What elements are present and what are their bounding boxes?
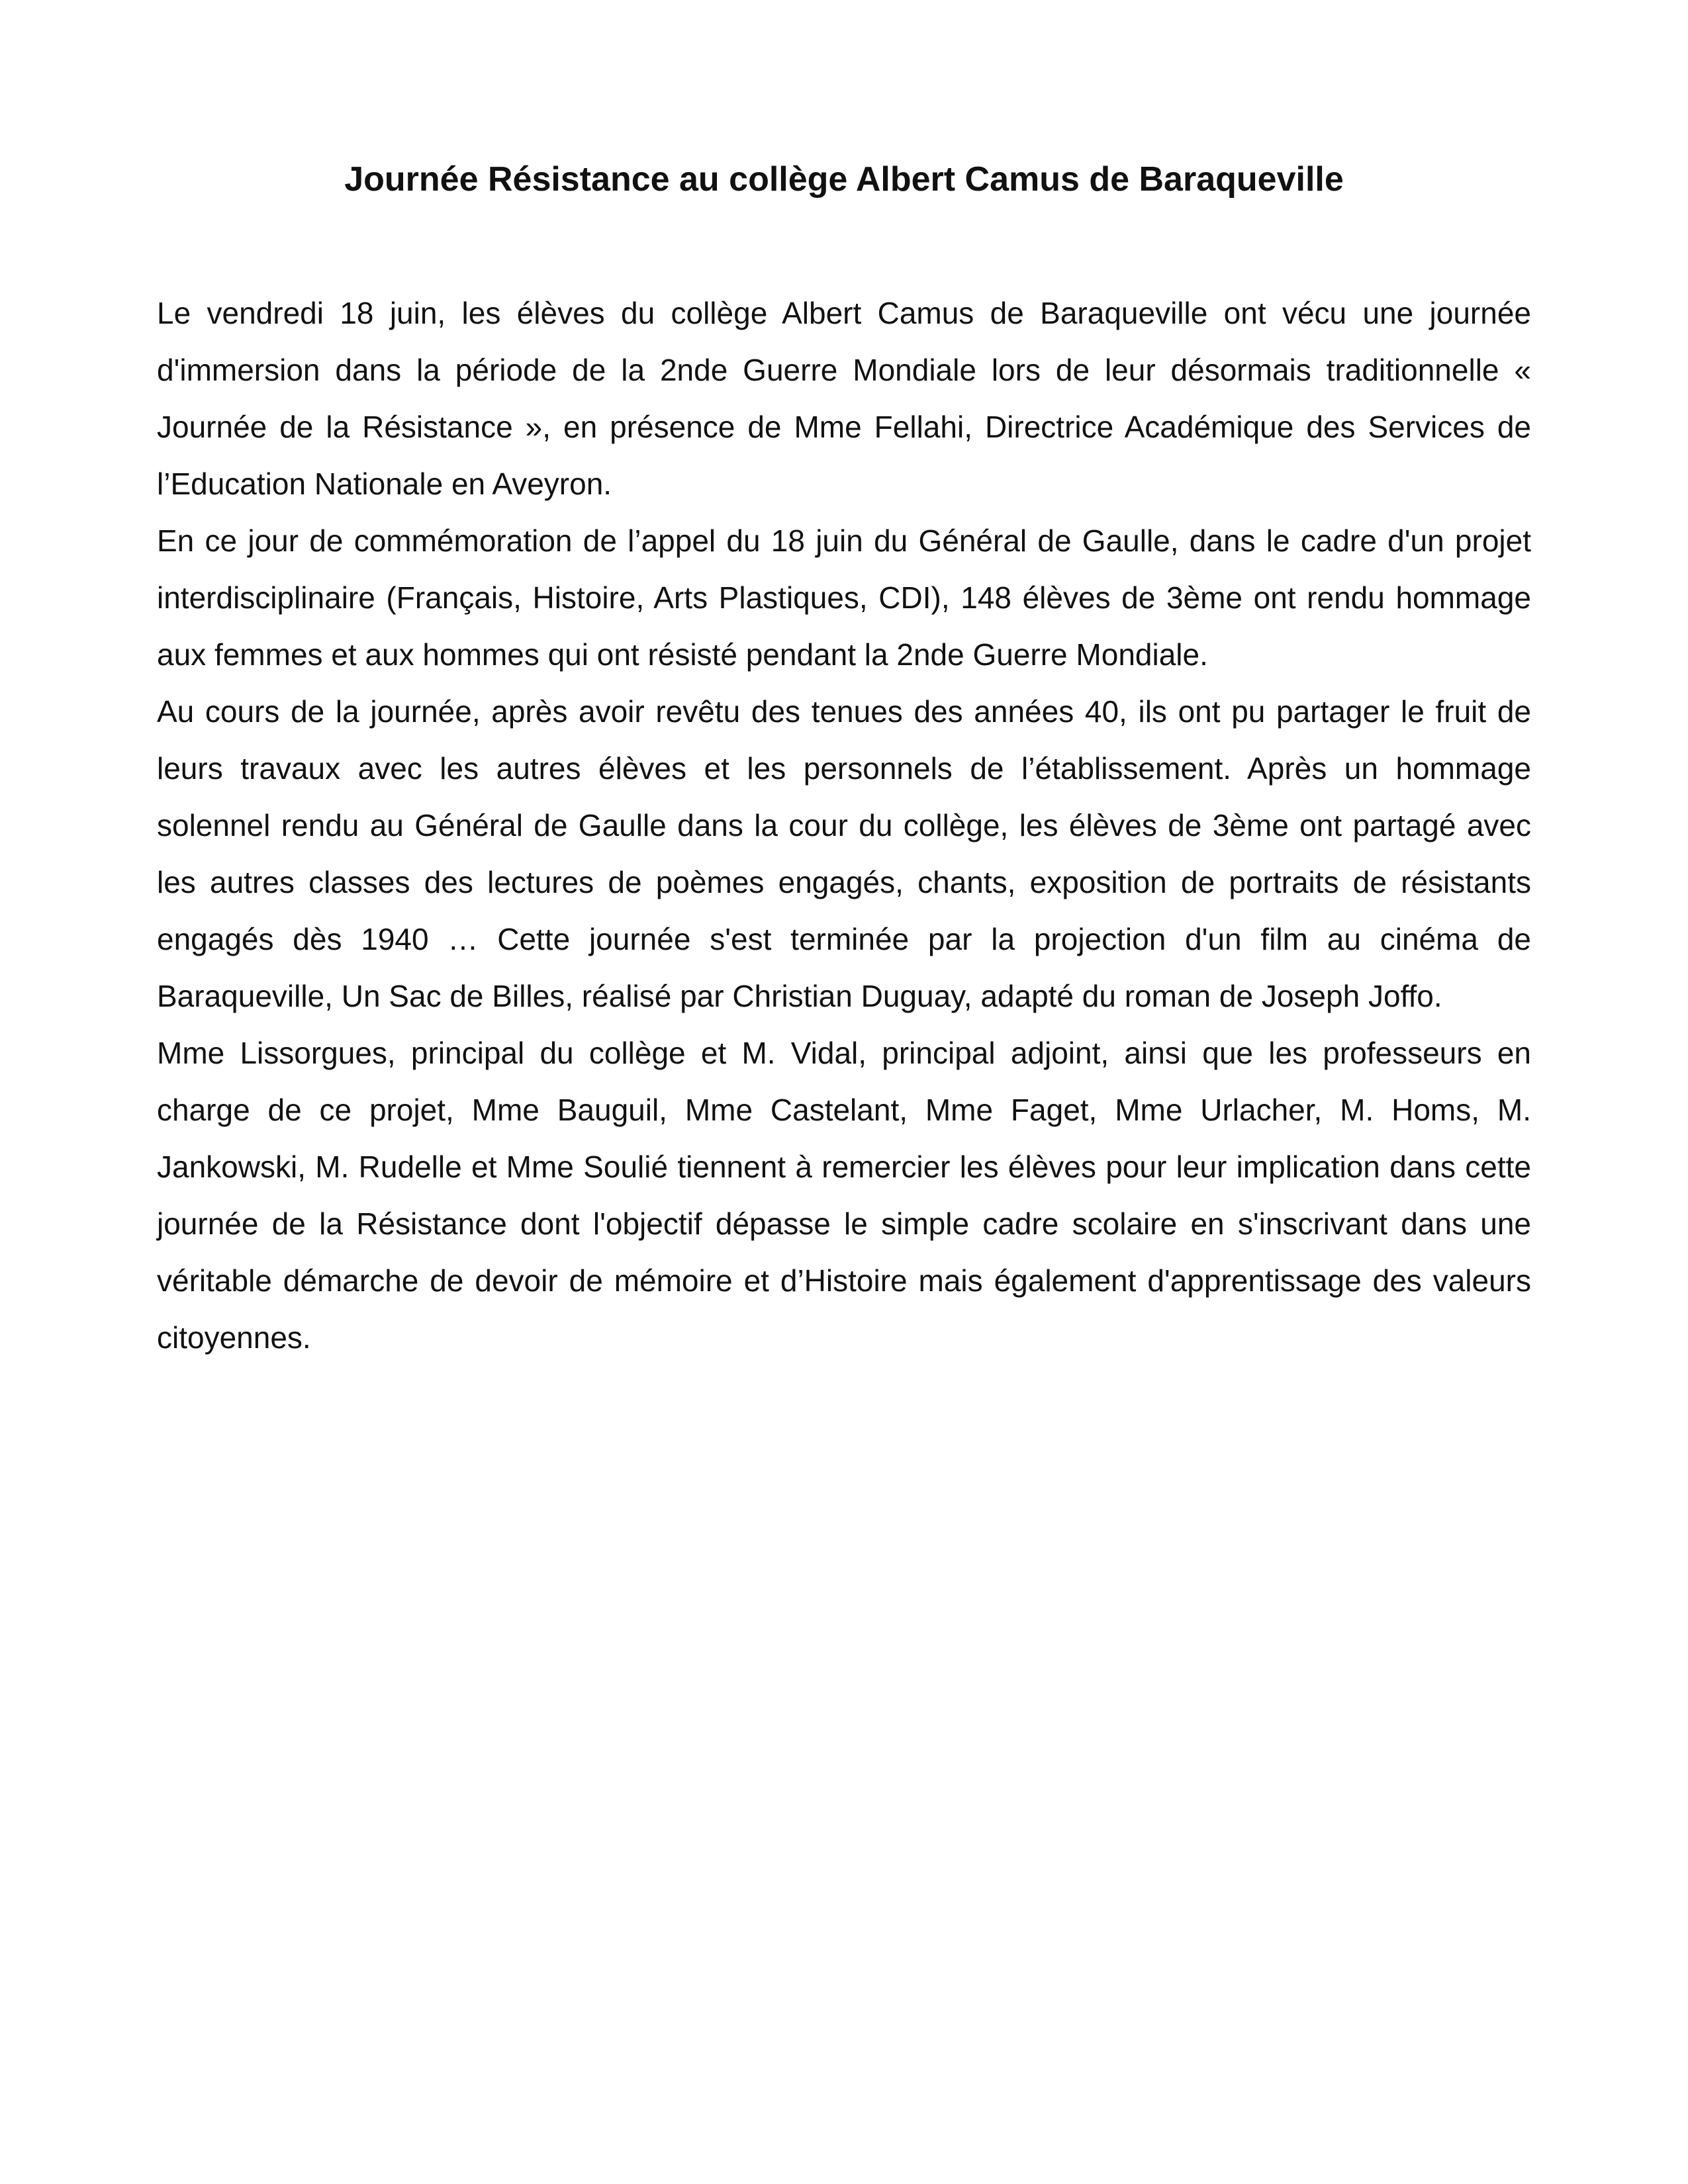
paragraph-intro: Le vendredi 18 juin, les élèves du collège Albert Camus de Baraqueville ont vécu une journée d'immersion dans la période de la 2nde Guerre Mondiale lors de leur désormais traditionnelle « Journée de la Résistance », en présence de Mme Fellahi, Directrice Académique des Services de l’Education Nationale en Aveyron. bbox=[157, 296, 1531, 501]
paragraph-day-activities: Au cours de la journée, après avoir revêtu des tenues des années 40, ils ont pu partager le fruit de leurs travaux avec les autres élèves et les personnels de l’établissement. Après un hommage solennel rendu au Général de Gaulle dans la cour du collège, les élèves de 3ème ont partagé avec les autres classes des lectures de poèmes engagés, chants, exposition de portraits de résistants engagés dès 1940 … Cette journée s'est terminée par la projection d'un film au cinéma de Baraqueville, Un Sac de Billes, réalisé par Christian Duguay, adapté du roman de Joseph Joffo. bbox=[157, 694, 1531, 1013]
paragraph-commemoration: En ce jour de commémoration de l’appel du 18 juin du Général de Gaulle, dans le cadre d'un projet interdisciplinaire (Français, Histoire, Arts Plastiques, CDI), 148 élèves de 3ème ont rendu hommage aux femmes et aux hommes qui ont résisté pendant la 2nde Guerre Mondiale. bbox=[157, 523, 1531, 672]
paragraph-thanks: Mme Lissorgues, principal du collège et M. Vidal, principal adjoint, ainsi que les professeurs en charge de ce projet, Mme Bauguil, Mme Castelant, Mme Faget, Mme Urlacher, M. Homs, M. Jankowski, M. Rudelle et Mme Soulié tiennent à remercier les élèves pour leur implication dans cette journée de la Résistance dont l'objectif dépasse le simple cadre scolaire en s'inscrivant dans une véritable démarche de devoir de mémoire et d’Histoire mais également d'apprentissage des valeurs citoyennes. bbox=[157, 1036, 1531, 1355]
document-body bbox=[157, 285, 1531, 1366]
document-title: Journée Résistance au collège Albert Camus de Baraqueville bbox=[344, 160, 1344, 199]
